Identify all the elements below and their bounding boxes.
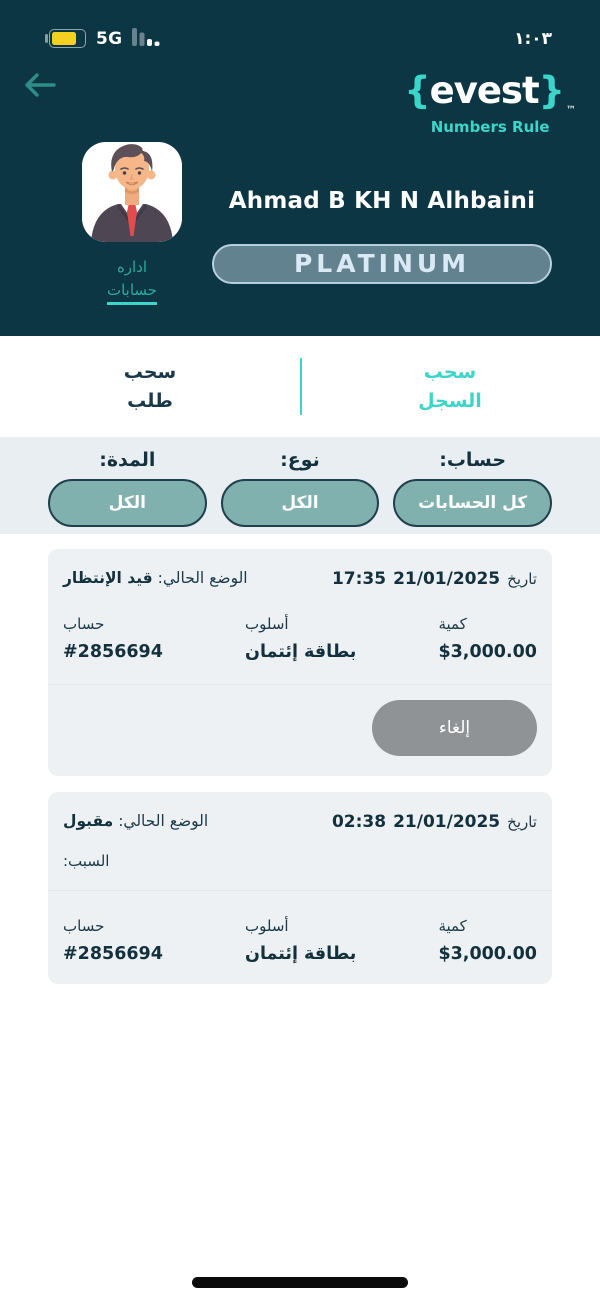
account-label: حساب xyxy=(63,615,105,633)
evest-logo xyxy=(404,69,576,136)
date-value: 21/01/2025 xyxy=(393,569,501,589)
avatar-column xyxy=(82,142,182,305)
field-method xyxy=(245,615,356,662)
transaction-card-accepted xyxy=(48,792,552,984)
battery-icon xyxy=(45,29,86,48)
network-type-label: 5G xyxy=(96,28,123,49)
date-label: تاريخ xyxy=(507,813,537,831)
method-label: أسلوب xyxy=(245,615,289,633)
tab-request-line1: سحب xyxy=(123,361,177,383)
filter-type-button[interactable]: الكل xyxy=(221,479,380,527)
tabs-divider xyxy=(300,358,302,415)
customer-name: Ahmad B KH N Alhbaini xyxy=(228,188,536,214)
avatar[interactable] xyxy=(82,142,182,242)
field-method xyxy=(245,917,356,964)
card-footer xyxy=(48,685,552,776)
withdraw-history-list xyxy=(0,534,600,984)
method-value: بطاقة إئتمان xyxy=(245,944,357,964)
date-value: 21/01/2025 xyxy=(393,812,501,832)
status-value: مقبول xyxy=(63,812,114,830)
manage-accounts-line1: اداره xyxy=(116,258,148,276)
logo-open-brace: { xyxy=(404,69,430,112)
status-value: قيد الإنتظار xyxy=(63,569,153,587)
filter-type-label: نوع: xyxy=(280,449,320,471)
tab-withdraw-request[interactable] xyxy=(0,358,300,415)
spacer xyxy=(48,870,552,890)
field-amount xyxy=(438,917,537,964)
amount-value: $3,000.00 xyxy=(438,642,537,662)
time-value: 17:35 xyxy=(331,569,387,589)
tab-history-line2: السجل xyxy=(418,389,482,412)
status-label: الوضع الحالي: xyxy=(157,569,248,587)
nav-bar xyxy=(0,69,600,136)
field-amount xyxy=(438,615,537,662)
businessman-avatar-icon xyxy=(82,142,182,242)
battery-case xyxy=(49,29,86,48)
amount-label: كمية xyxy=(438,917,467,935)
card-top-row xyxy=(48,549,552,589)
account-value: #2856694 xyxy=(63,642,163,662)
filter-duration-button[interactable]: الكل xyxy=(48,479,207,527)
profile-section xyxy=(0,142,600,305)
logo-close-brace: } xyxy=(538,69,564,112)
trademark-symbol: ™ xyxy=(566,105,576,116)
clock-time: ١:٠٣ xyxy=(514,28,552,49)
filter-account-label: حساب: xyxy=(439,449,507,471)
amount-label: كمية xyxy=(438,615,467,633)
reason-label: السبب: xyxy=(63,852,110,870)
tab-withdraw-history[interactable] xyxy=(300,358,600,415)
arrow-left-icon xyxy=(22,70,58,104)
account-value: #2856694 xyxy=(63,944,163,964)
card-fields-row xyxy=(48,589,552,684)
evest-logo-wordmark xyxy=(404,69,576,116)
home-indicator[interactable] xyxy=(192,1277,408,1288)
battery-fill xyxy=(52,32,76,45)
reason-group xyxy=(63,852,208,870)
account-label: حساب xyxy=(63,917,105,935)
date-group xyxy=(332,812,537,832)
profile-details xyxy=(212,142,552,284)
card-top-row xyxy=(48,792,552,870)
cancel-button[interactable]: إلغاء xyxy=(372,700,537,756)
filter-account-button[interactable]: كل الحسابات xyxy=(393,479,552,527)
filter-duration-label: المدة: xyxy=(99,449,156,471)
tier-badge: PLATINUM xyxy=(212,244,552,284)
filter-duration xyxy=(48,449,207,534)
status-bar-left xyxy=(45,26,162,51)
filter-bar xyxy=(0,437,600,534)
filter-account xyxy=(393,449,552,534)
card-fields-row xyxy=(48,891,552,984)
method-label: أسلوب xyxy=(245,917,289,935)
status-and-reason xyxy=(63,812,208,870)
method-value: بطاقة إئتمان xyxy=(245,642,357,662)
date-group xyxy=(332,569,537,589)
withdraw-tabs xyxy=(0,336,600,437)
header xyxy=(0,0,600,336)
manage-accounts-link[interactable] xyxy=(82,256,182,305)
field-account xyxy=(63,917,163,964)
status-label: الوضع الحالي: xyxy=(118,812,209,830)
status-bar xyxy=(0,0,600,51)
transaction-card-pending xyxy=(48,549,552,776)
time-value: 02:38 xyxy=(331,812,387,832)
field-account xyxy=(63,615,163,662)
signal-icon xyxy=(132,26,162,51)
tab-history-line1: سحب xyxy=(423,361,477,383)
logo-tagline: Numbers Rule xyxy=(430,118,550,136)
tab-request-line2: طلب xyxy=(127,389,173,412)
logo-word: evest xyxy=(429,69,539,112)
filter-type xyxy=(221,449,380,534)
status-group xyxy=(63,569,248,587)
status-group xyxy=(63,812,208,830)
amount-value: $3,000.00 xyxy=(438,944,537,964)
manage-accounts-line2: حسابات xyxy=(107,279,157,306)
date-label: تاريخ xyxy=(507,570,537,588)
battery-nub xyxy=(45,34,48,43)
back-button[interactable] xyxy=(20,69,60,105)
